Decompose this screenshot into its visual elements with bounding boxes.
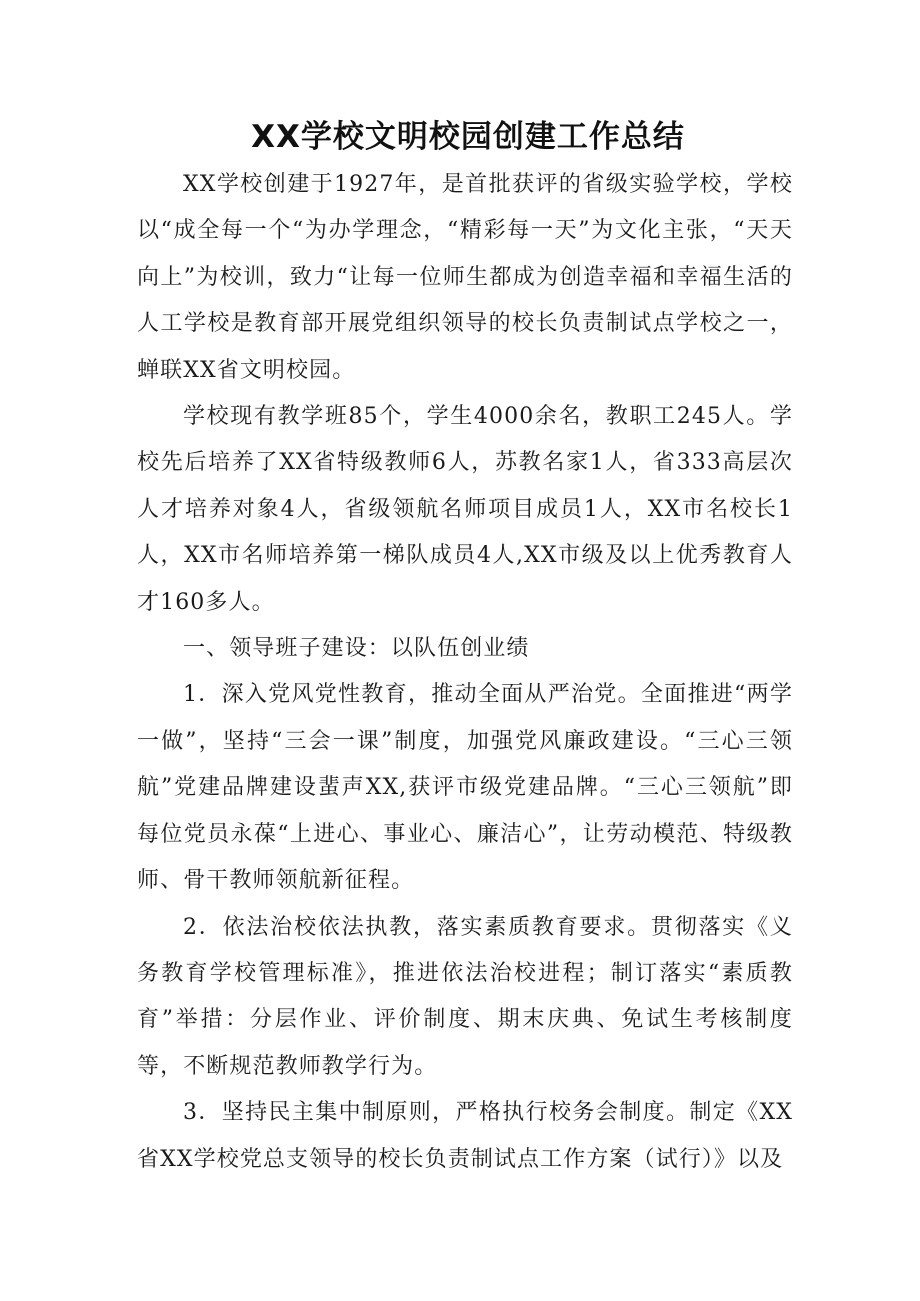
section-heading: 一、领导班子建设：以队伍创业绩 <box>183 636 530 662</box>
document-page <box>137 112 793 1183</box>
intro-paragraph-2: 学校现有教学班85个，学生4000余名，教职工245人。学校先后培养了XX省特级教师6人，苏教名家1人，省333高层次人才培养对象4人，省级领航名师项目成员1人，XX市名校长1人，XX市名师培养第一梯队成员4人,XX市级及以上优秀教育人才160多人。 <box>137 404 793 615</box>
list-item-1: 1．深入党风党性教育，推动全面从严治党。全面推进“两学一做”，坚持“三会一课”制度，加强党风廉政建设。“三心三领航”党建品牌建设蜚声XX,获评市级党建品牌。“三心三领航”即每位党员永葆“上进心、事业心、廉洁心”，让劳动模范、特级教师、骨干教师领航新征程。 <box>137 682 793 894</box>
intro-paragraph-1: XX学校创建于1927年，是首批获评的省级实验学校，学校以“成全每一个“为办学理念，“精彩每一天”为文化主张，“天天向上”为校训，致力“让每一位师生都成为创造幸福和幸福生活的人工学校是教育部开展党组织领导的校长负责制试点学校之一，蝉联XX省文明校园。 <box>137 172 793 383</box>
document-title: XX学校文明校园创建工作总结 <box>251 119 685 155</box>
list-item-2: 2．依法治校依法执教，落实素质教育要求。贯彻落实《义务教育学校管理标准》，推进依法治校进程；制订落实“素质教育”举措：分层作业、评价制度、期末庆典、免试生考核制度等，不断规范教师教学行为。 <box>137 914 793 1079</box>
list-item-3: 3．坚持民主集中制原则，严格执行校务会制度。制定《XX省XX学校党总支领导的校长负责制试点工作方案（试行）》以及 <box>137 1100 793 1172</box>
